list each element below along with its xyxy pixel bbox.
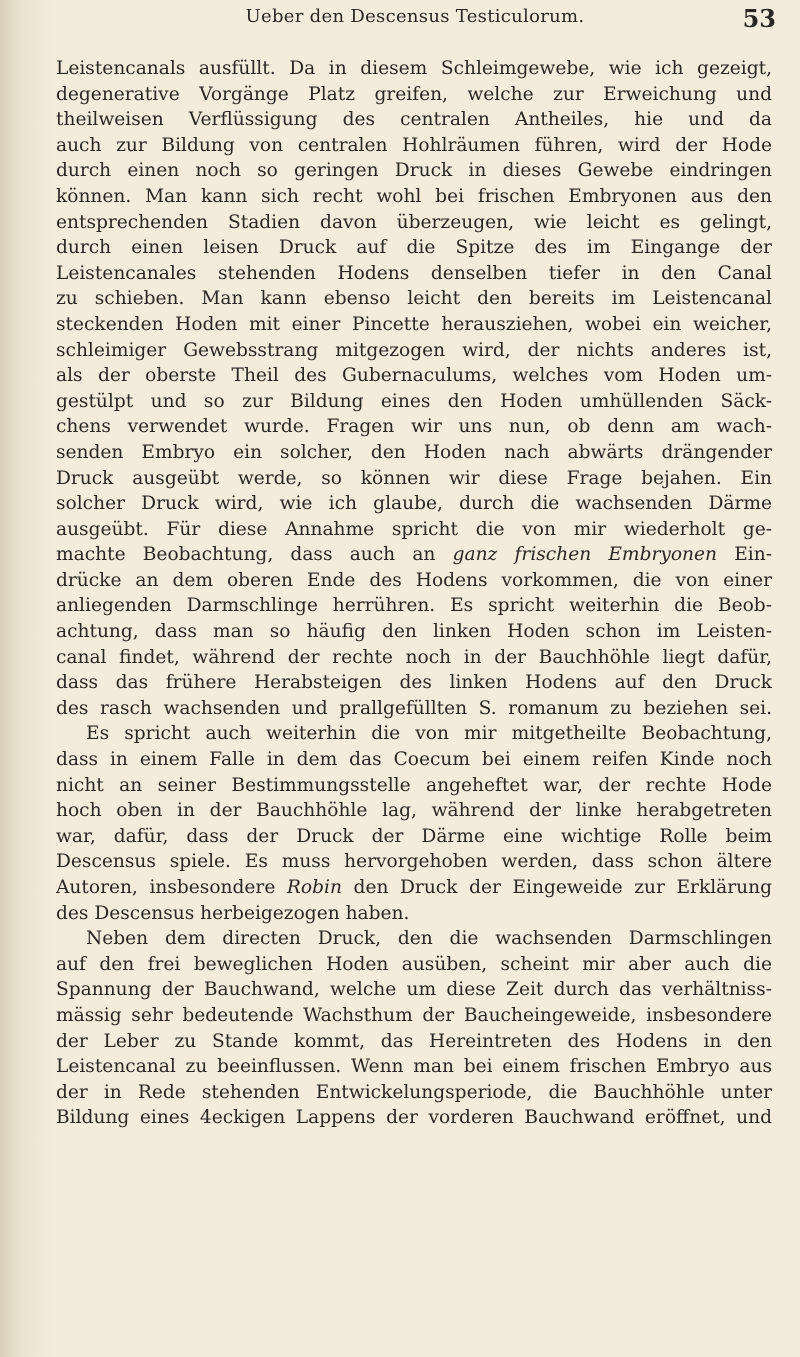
text-line: entsprechenden Stadien davon überzeugen, wie leicht es gelingt,: [56, 211, 772, 233]
text-line: des rasch wachsenden und prallgefüllten S. romanum zu beziehen sei.: [56, 697, 772, 719]
text-line: schleimiger Gewebsstrang mitgezogen wird, der nichts anderes ist,: [56, 339, 772, 361]
text-line: gestülpt und so zur Bildung eines den Hoden umhüllenden Säck-: [56, 390, 772, 412]
text-line: steckenden Hoden mit einer Pincette herausziehen, wobei ein weicher,: [56, 313, 772, 335]
text-line: anliegenden Darmschlinge herrühren. Es spricht weiterhin die Beob-: [56, 595, 772, 617]
page-header: [50, 6, 780, 36]
text-segment: Autoren, insbesondere: [56, 877, 287, 898]
text-line: chens verwendet wurde. Fragen wir uns nun, ob denn am wach-: [56, 416, 772, 438]
text-line: der in Rede stehenden Entwickelungsperiode, die Bauchhöhle unter: [56, 1081, 772, 1103]
text-line: Leistencanals ausfüllt. Da in diesem Schleimgewebe, wie ich gezeigt,: [56, 58, 772, 79]
text-line: Descensus spiele. Es muss hervorgehoben werden, dass schon ältere: [56, 851, 772, 873]
text-line: dass in einem Falle in dem das Coecum bei einem reifen Kinde noch: [56, 749, 772, 771]
text-segment: Ein-: [717, 544, 772, 566]
text-line: degenerative Vorgänge Platz greifen, welche zur Erweichung und: [56, 83, 772, 105]
page-number: 53: [742, 4, 776, 33]
text-segment: machte Beobachtung, dass auch an: [56, 544, 453, 566]
text-line: Leistencanal zu beeinflussen. Wenn man bei einem frischen Embryo aus: [56, 1056, 772, 1078]
text-line: des Descensus herbeigezogen haben.: [56, 902, 410, 924]
text-segment: den Druck der Eingeweide zur Erklärung: [341, 877, 772, 898]
text-line: Druck ausgeübt werde, so können wir diese Frage bejahen. Ein: [56, 467, 772, 489]
text-line: zu schieben. Man kann ebenso leicht den bereits im Leistencanal: [56, 288, 772, 310]
text-line: können. Man kann sich recht wohl bei frischen Embryonen aus den: [56, 185, 772, 207]
text-line: war, dafür, dass der Druck der Därme eine wichtige Rolle beim: [56, 825, 772, 847]
text-line: theilweisen Verflüssigung des centralen Antheiles, hie und da: [56, 109, 772, 131]
text-line: Neben dem directen Druck, den die wachsenden Darmschlingen: [86, 928, 772, 950]
text-line: als der oberste Theil des Gubernaculums, welches vom Hoden um-: [56, 365, 772, 387]
text-line: [56, 875, 772, 901]
text-line: mässig sehr bedeutende Wachsthum der Baucheingeweide, insbesondere: [56, 1004, 772, 1026]
emphasized-text: ganz frischen Embryonen: [452, 544, 718, 566]
text-line: solcher Druck wird, wie ich glaube, durch die wachsenden Därme: [56, 493, 772, 515]
running-head: Ueber den Descensus Testiculorum.: [245, 6, 585, 27]
text-line: drücke an dem oberen Ende des Hodens vorkommen, die von einer: [56, 569, 772, 591]
emphasized-text: Robin: [286, 877, 342, 898]
text-line: senden Embryo ein solcher, den Hoden nach abwärts drängender: [56, 441, 772, 463]
text-line: hoch oben in der Bauchhöhle lag, während der linke herabgetreten: [56, 800, 772, 822]
text-line: Bildung eines 4eckigen Lappens der vorderen Bauchwand eröffnet, und: [56, 1107, 772, 1129]
text-line: ausgeübt. Für diese Annahme spricht die von mir wiederholt ge-: [56, 518, 772, 540]
body-text: [56, 56, 772, 1131]
text-line: [56, 542, 772, 568]
text-line: auch zur Bildung von centralen Hohlräumen führen, wird der Hode: [56, 134, 772, 156]
text-line: canal findet, während der rechte noch in der Bauchhöhle liegt dafür,: [56, 646, 772, 668]
text-line: durch einen leisen Druck auf die Spitze des im Eingange der: [56, 237, 772, 259]
text-line: nicht an seiner Bestimmungsstelle angeheftet war, der rechte Hode: [56, 774, 772, 796]
text-line: dass das frühere Herabsteigen des linken Hodens auf den Druck: [56, 672, 772, 694]
text-line: der Leber zu Stande kommt, das Hereintreten des Hodens in den: [56, 1030, 772, 1052]
text-line: durch einen noch so geringen Druck in dieses Gewebe eindringen: [56, 160, 772, 182]
text-line: Leistencanales stehenden Hodens denselben tiefer in den Canal: [56, 262, 772, 284]
text-line: auf den frei beweglichen Hoden ausüben, scheint mir aber auch die: [56, 953, 772, 975]
text-line: achtung, dass man so häufig den linken Hoden schon im Leisten-: [56, 621, 772, 643]
text-line: Spannung der Bauchwand, welche um diese Zeit durch das verhältniss-: [56, 979, 772, 1001]
text-line: Es spricht auch weiterhin die von mir mitgetheilte Beobachtung,: [86, 723, 772, 745]
